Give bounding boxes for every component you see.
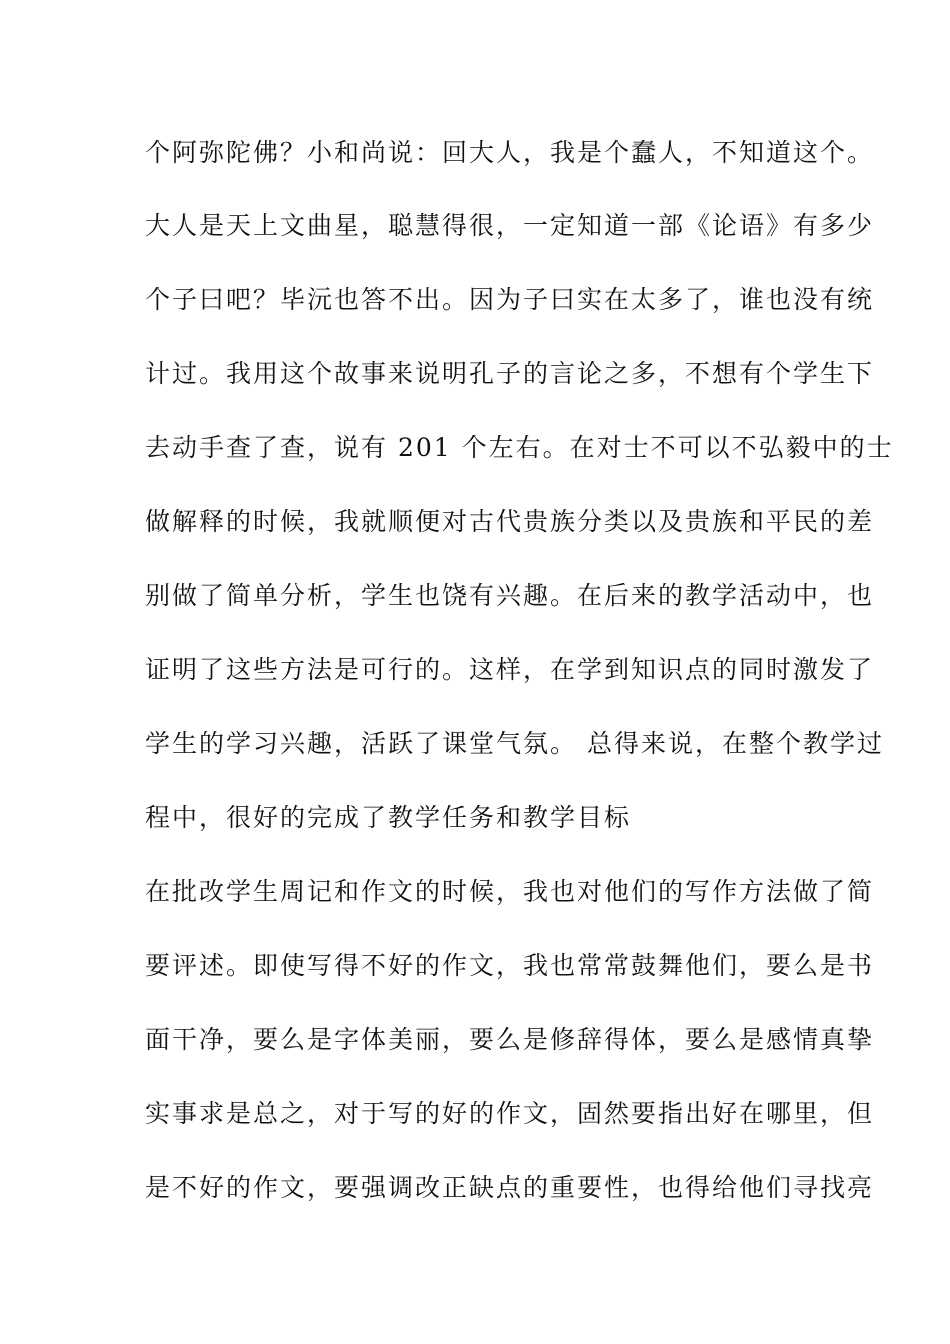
text-line-14: 实事求是总之，对于写的好的作文，固然要指出好在哪里，但 xyxy=(145,1099,875,1128)
text-line-13: 面干净，要么是字体美丽，要么是修辞得体，要么是感情真挚 xyxy=(145,1025,875,1054)
text-line-15: 是不好的作文，要强调改正缺点的重要性，也得给他们寻找亮 xyxy=(145,1173,875,1202)
text-line-1: 个阿弥陀佛？小和尚说：回大人，我是个蠢人，不知道这个。 xyxy=(145,138,875,167)
text-line-3: 个子曰吧？毕沅也答不出。因为子曰实在太多了，谁也没有统 xyxy=(145,285,875,314)
text-line-9: 学生的学习兴趣，活跃了课堂气氛。 总得来说，在整个教学过 xyxy=(145,729,884,758)
text-line-7: 别做了简单分析，学生也饶有兴趣。在后来的教学活动中，也 xyxy=(145,581,875,610)
text-line-10: 程中，很好的完成了教学任务和教学目标 xyxy=(145,803,632,832)
text-line-8: 证明了这些方法是可行的。这样，在学到知识点的同时激发了 xyxy=(145,655,875,684)
text-line-12: 要评述。即使写得不好的作文，我也常常鼓舞他们，要么是书 xyxy=(145,951,875,980)
text-line-5: 去动手查了查，说有 201 个左右。在对士不可以不弘毅中的士 xyxy=(145,433,894,462)
text-line-6: 做解释的时候，我就顺便对古代贵族分类以及贵族和平民的差 xyxy=(145,507,875,536)
text-line-4: 计过。我用这个故事来说明孔子的言论之多，不想有个学生下 xyxy=(145,359,875,388)
text-line-11: 在批改学生周记和作文的时候，我也对他们的写作方法做了简 xyxy=(145,877,875,906)
text-line-2: 大人是天上文曲星，聪慧得很，一定知道一部《论语》有多少 xyxy=(145,211,875,240)
